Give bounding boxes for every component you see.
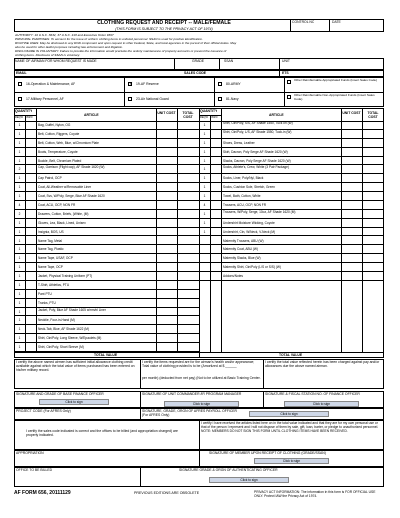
unit-cost-field[interactable] bbox=[341, 237, 362, 246]
unit-cost-field[interactable] bbox=[156, 183, 177, 192]
unit-cost-field[interactable] bbox=[341, 245, 362, 254]
privacy-principal: PRINCIPAL PURPOSES: To account for the issue of uniform clothing items to enlisted personnel. SSAN is used for positive identification. bbox=[15, 37, 203, 41]
table-row bbox=[199, 254, 384, 263]
reqd-quantity[interactable]: 1 bbox=[18, 176, 21, 181]
table-row bbox=[199, 245, 384, 254]
table-row bbox=[14, 334, 199, 343]
article-name: Trousers, W/Poly, Serge, 10oz, AF Shade 1620 (M) bbox=[223, 209, 296, 214]
reqd-quantity[interactable]: 4 bbox=[203, 202, 206, 207]
unit-cost-field[interactable] bbox=[156, 281, 177, 290]
right-unit-cost-header: UNIT COST bbox=[342, 111, 361, 115]
reqd-quantity[interactable]: 1 bbox=[203, 194, 206, 199]
authenticating-officer-sign-button[interactable]: Click to sign bbox=[209, 477, 289, 483]
table-row bbox=[14, 325, 199, 334]
clothing-request-form bbox=[14, 19, 384, 501]
form-title: CLOTHING REQUEST AND RECEIPT -- MALE/FEMALE bbox=[97, 20, 231, 26]
total-cost-field[interactable] bbox=[177, 343, 199, 352]
article-name: Maternity Coat, ABU (W) bbox=[223, 247, 258, 252]
article-name: Undershirt, Ctn, W/Neck, V-Neck (M) bbox=[223, 229, 276, 234]
total-cost-field[interactable] bbox=[362, 254, 384, 263]
afres-sig-label: SIGNATURE, GRADE, ORGN OF AFRES PAYROLL OFFICER (For AFRES Only) bbox=[142, 409, 238, 417]
table-row bbox=[14, 237, 199, 246]
article-name: Coat, Svs, W/Poly, Serge, Blue AF Shade 1620 bbox=[38, 194, 105, 199]
total-cost-field[interactable] bbox=[177, 228, 199, 237]
table-row bbox=[14, 201, 199, 210]
total-cost-field[interactable] bbox=[362, 139, 384, 148]
fiscal-sign-button[interactable]: Click to sign bbox=[284, 401, 359, 407]
article-name: Name Tag, Plastic bbox=[38, 247, 64, 252]
total-cost-field[interactable] bbox=[177, 121, 199, 130]
reqd-quantity[interactable]: 1 bbox=[203, 185, 206, 190]
article-name: Shirt, Ctn/Poly, L/S, AF Shade 1550, Tuck-in (W) bbox=[223, 129, 292, 134]
unit-cost-field[interactable] bbox=[156, 219, 177, 228]
appropriation-field[interactable]: APPROPRIATION bbox=[16, 451, 44, 455]
grade-field[interactable]: GRADE bbox=[192, 59, 205, 63]
ssan-field[interactable]: SSAN bbox=[224, 59, 234, 63]
control-no-field[interactable]: CONTROL NO bbox=[292, 20, 315, 24]
sales-label-other-nonappropriated: Other Reimbursable Non-Appropriated Funds (Insert Sales Code) bbox=[294, 93, 375, 101]
table-row bbox=[14, 139, 199, 148]
total-cost-field[interactable] bbox=[177, 219, 199, 228]
article-name: Undershirt Moisture Wicking, Coyote bbox=[223, 220, 275, 225]
unit-cost-field[interactable] bbox=[156, 201, 177, 210]
form-subtitle: (THIS FORM IS SUBJECT TO THE PRIVACY ACT OF 1974) bbox=[115, 26, 213, 31]
privacy-disclosure-2: clothing items. Disclosure of SSAN is voluntary. bbox=[15, 53, 80, 57]
table-row bbox=[199, 210, 384, 219]
reqd-quantity[interactable]: 1 bbox=[203, 149, 206, 154]
table-row bbox=[199, 219, 384, 228]
table-row bbox=[199, 263, 384, 272]
total-cost-field[interactable] bbox=[177, 174, 199, 183]
table-row bbox=[14, 228, 199, 237]
authenticating-officer-sig-label: SIGNATURE GRADE & ORGN OF AUTHENTICATING OFFICER bbox=[179, 468, 278, 472]
reqd-quantity[interactable]: 4 bbox=[18, 202, 21, 207]
sales-checkbox-80[interactable] bbox=[218, 82, 222, 86]
table-row bbox=[199, 228, 384, 237]
table-row bbox=[14, 316, 199, 325]
total-cost-field[interactable] bbox=[177, 254, 199, 263]
table-row bbox=[14, 219, 199, 228]
article-name: Shirt, Ctn/Poly, Short Sleeve (M) bbox=[38, 345, 84, 350]
article-name: Towel, Bath, Cotton, White bbox=[223, 194, 261, 199]
reqd-quantity[interactable]: 1 bbox=[18, 282, 21, 287]
reqd-quantity[interactable]: 1 bbox=[203, 229, 206, 234]
total-cost-field[interactable] bbox=[177, 139, 199, 148]
member-receipt-sign-button[interactable]: Click to sign bbox=[254, 458, 329, 464]
sales-code-label: SALES CODE bbox=[184, 71, 207, 75]
reqd-quantity[interactable]: 1 bbox=[18, 309, 21, 314]
total-cost-field[interactable] bbox=[362, 130, 384, 139]
unit-cost-field[interactable] bbox=[341, 228, 362, 237]
article-name: Socks, Athlete's, Crew, White (3 Pair Package) bbox=[223, 165, 289, 170]
total-cost-field[interactable] bbox=[177, 237, 199, 246]
reqd-quantity[interactable]: 1 bbox=[203, 158, 206, 163]
reqd-quantity[interactable]: 1 bbox=[18, 149, 21, 154]
right-total-value-label: TOTAL VALUE bbox=[279, 353, 303, 357]
unit-cost-field[interactable] bbox=[156, 130, 177, 139]
reqd-quantity[interactable]: 1 bbox=[18, 185, 21, 190]
left-quantity-header: QUANTITY bbox=[15, 109, 33, 113]
reqd-quantity[interactable]: 1 bbox=[18, 327, 21, 332]
unit-cost-field[interactable] bbox=[156, 254, 177, 263]
unit-cost-field[interactable] bbox=[341, 192, 362, 201]
member-receipt-sig-label: SIGNATURE OF MEMBER UPON RECEIPT OF CLOTHING (GRADE/SSAN) bbox=[209, 451, 326, 455]
sales-label-23: 23-Air National Guard bbox=[136, 97, 169, 101]
total-cost-field[interactable] bbox=[362, 219, 384, 228]
article-name: Coat, ACU, OCP, NON FR bbox=[38, 202, 76, 207]
table-row bbox=[14, 183, 199, 192]
unit-cost-field[interactable] bbox=[156, 237, 177, 246]
cert-initial-allowance: I certify the above named airmen has sufficient initial allowance clothing credit available against which the total value of items purchased has been entered on his/her military record. bbox=[16, 360, 135, 372]
unit-cost-field[interactable] bbox=[156, 308, 177, 317]
unit-cost-field[interactable] bbox=[156, 263, 177, 272]
total-cost-field[interactable] bbox=[362, 201, 384, 210]
article-name: Skirt, Dacron, Poly Serge AF Shade 1620 (W) bbox=[223, 149, 288, 154]
sales-code-cert: I certify the sales code indicated is correct and the offices to be billed (and appropriation charged) are properly indicated. bbox=[26, 429, 178, 437]
table-row bbox=[199, 148, 384, 157]
unit-cost-field[interactable] bbox=[156, 139, 177, 148]
reqd-quantity[interactable]: 1 bbox=[18, 229, 21, 234]
sales-checkbox-other-appropriated[interactable] bbox=[287, 80, 291, 84]
table-row bbox=[199, 183, 384, 192]
reqd-quantity[interactable]: 1 bbox=[18, 300, 21, 305]
privacy-routine-2: also be used for other lawful purposes including law enforcement and litigation. bbox=[15, 45, 124, 49]
article-name: Maternity Trousers, ABU (W) bbox=[223, 238, 264, 243]
cert-health-appearance: I certify the items requested are for the airman's health and/or appearance; Total value of clothing provided is to be (Amortized at $ ______ bbox=[142, 360, 255, 368]
table-row bbox=[14, 245, 199, 254]
unit-cost-field[interactable] bbox=[156, 228, 177, 237]
table-row bbox=[199, 192, 384, 201]
total-cost-field[interactable] bbox=[362, 228, 384, 237]
total-cost-field[interactable] bbox=[177, 281, 199, 290]
table-row bbox=[14, 130, 199, 139]
total-cost-field[interactable] bbox=[362, 263, 384, 272]
cert-health-appearance-2: per month) (deducted from net pay) (Not to be utilized at Basic Training Center. bbox=[142, 376, 261, 380]
reqd-quantity[interactable]: 1 bbox=[18, 265, 21, 270]
reqd-quantity[interactable]: 1 bbox=[18, 194, 21, 199]
total-cost-field[interactable] bbox=[177, 308, 199, 317]
total-cost-field[interactable] bbox=[177, 165, 199, 174]
checkmark-icon: ✓ bbox=[129, 81, 134, 87]
total-cost-field[interactable] bbox=[362, 165, 384, 174]
right-article-header: ARTICLE bbox=[269, 113, 284, 117]
privacy-disclosure: DISCLOSURE IS VOLUNTARY: Failure to provide the information would preclude the orderly maintenance of property accounts or prevent the issuance of bbox=[15, 49, 227, 53]
unit-cost-field[interactable] bbox=[341, 254, 362, 263]
total-cost-field[interactable] bbox=[362, 183, 384, 192]
table-row bbox=[199, 157, 384, 166]
left-unit-cost-header: UNIT COST bbox=[157, 111, 176, 115]
sales-checkbox-17[interactable] bbox=[18, 97, 22, 101]
table-row bbox=[14, 157, 199, 166]
table-row bbox=[199, 165, 384, 174]
table-row bbox=[199, 130, 384, 139]
sales-checkbox-23[interactable] bbox=[128, 97, 132, 101]
left-issd-header: ISS'D bbox=[26, 116, 33, 119]
total-cost-field[interactable] bbox=[177, 157, 199, 166]
total-cost-field[interactable] bbox=[362, 272, 384, 281]
table-row bbox=[199, 201, 384, 210]
reqd-quantity[interactable]: 1 bbox=[18, 158, 21, 163]
article-name: Belt, Cotton, Riggers, Coyote bbox=[38, 131, 80, 136]
right-reqd-header: REQ'D bbox=[200, 116, 208, 119]
total-cost-field[interactable] bbox=[177, 130, 199, 139]
previous-editions-note: PREVIOUS EDITIONS ARE OBSOLETE bbox=[134, 491, 200, 495]
total-cost-field[interactable] bbox=[362, 245, 384, 254]
reqd-quantity[interactable]: 1 bbox=[18, 256, 21, 261]
unit-cost-field[interactable] bbox=[156, 121, 177, 130]
table-row bbox=[14, 299, 199, 308]
article-name: Name Tape, OCP bbox=[38, 265, 63, 270]
right-total-cost-header: TOTAL COST bbox=[367, 111, 379, 119]
reqd-quantity[interactable]: 1 bbox=[203, 140, 206, 145]
article-name: Trousers, ACU, OCP, NON FR bbox=[223, 202, 267, 207]
article-name: Shoes, Dress, Leather bbox=[223, 140, 255, 145]
reqd-quantity[interactable]: 2 bbox=[18, 211, 21, 216]
table-row bbox=[14, 174, 199, 183]
total-cost-field[interactable] bbox=[362, 174, 384, 183]
total-cost-field[interactable] bbox=[362, 148, 384, 157]
article-name: Addons/Notes bbox=[223, 274, 244, 279]
reqd-quantity[interactable]: 1 bbox=[203, 131, 206, 136]
article-name: Bag, Duffel, Nylon, OG bbox=[38, 123, 71, 127]
article-name: Maternity Slacks, Blue (W) bbox=[223, 256, 261, 261]
afres-sign-button[interactable]: Click to sign bbox=[249, 411, 329, 417]
table-row bbox=[14, 165, 199, 174]
unit-field[interactable]: UNIT bbox=[282, 59, 290, 63]
unit-cost-field[interactable] bbox=[341, 130, 362, 139]
article-name: Jacket, Physical Training Uniform (PT) bbox=[38, 274, 93, 279]
unit-cost-field[interactable] bbox=[156, 165, 177, 174]
unit-cost-field[interactable] bbox=[156, 325, 177, 334]
article-name: Boots, Temperature, Coyote bbox=[38, 149, 78, 154]
unit-cost-field[interactable] bbox=[341, 157, 362, 166]
reqd-quantity[interactable]: 1 bbox=[18, 291, 21, 296]
total-cost-field[interactable] bbox=[177, 192, 199, 201]
unit-cost-field[interactable] bbox=[341, 165, 362, 174]
article-name: Shirt, Ctn/Poly, Long Sleeve, W/Epaulets (M) bbox=[38, 336, 102, 341]
table-row bbox=[14, 281, 199, 290]
total-cost-field[interactable] bbox=[177, 210, 199, 219]
table-row bbox=[14, 192, 199, 201]
sales-label-16: 16-Operation & Maintenance, AF bbox=[26, 82, 76, 86]
table-row bbox=[199, 139, 384, 148]
article-name: Trunks, PTU bbox=[38, 300, 56, 305]
unit-cost-field[interactable] bbox=[341, 210, 362, 219]
unit-cost-field[interactable] bbox=[156, 316, 177, 325]
article-name: Jacket, Poly, Blue AF Shade 1605 w/rmvbl Liner bbox=[38, 307, 106, 312]
article-name: Neck-Tab, Blue, AF Shade 1622 (M) bbox=[38, 327, 90, 332]
article-name: Slacks, Dacron, Poly Serge AF Shade 1620 (W) bbox=[223, 158, 291, 163]
unit-cost-field[interactable] bbox=[341, 174, 362, 183]
reqd-quantity[interactable]: 1 bbox=[18, 140, 21, 145]
table-row bbox=[14, 343, 199, 352]
total-cost-field[interactable] bbox=[177, 183, 199, 192]
form-id: AF FORM 656, 20111129 bbox=[14, 490, 71, 496]
sales-label-81: 81-Navy bbox=[226, 97, 239, 101]
sales-label-other-appropriated: Other Reimbursable Appropriated Funds (Insert Sales Code) bbox=[294, 78, 378, 82]
reqd-quantity[interactable]: 1 bbox=[203, 211, 206, 216]
unit-cost-field[interactable] bbox=[341, 201, 362, 210]
reqd-quantity[interactable]: 1 bbox=[203, 220, 206, 225]
office-billed-field[interactable]: OFFICE TO BE BILLED bbox=[16, 468, 53, 472]
table-row bbox=[199, 174, 384, 183]
total-cost-field[interactable] bbox=[177, 272, 199, 281]
unit-cost-field[interactable] bbox=[341, 219, 362, 228]
total-cost-field[interactable] bbox=[177, 245, 199, 254]
reqd-quantity[interactable]: 1 bbox=[203, 123, 206, 127]
table-row bbox=[199, 272, 384, 281]
table-row bbox=[14, 272, 199, 281]
unit-cost-field[interactable] bbox=[156, 148, 177, 157]
reqd-quantity[interactable]: 1 bbox=[203, 176, 206, 181]
left-total-cost-header: TOTAL COST bbox=[182, 111, 194, 119]
total-cost-field[interactable] bbox=[362, 210, 384, 219]
total-cost-field[interactable] bbox=[362, 121, 384, 130]
article-name: Belt, Cotton, Web, Blue, w/Chromium Plate bbox=[38, 140, 99, 145]
article-name: Name Tag, Metal bbox=[38, 238, 63, 243]
unit-cost-field[interactable] bbox=[341, 121, 362, 130]
unit-cmdr-sign-button[interactable]: Click to sign bbox=[164, 401, 239, 407]
base-finance-sig-label: SIGNATURE AND GRADE OF BASE FINANCE OFFICER bbox=[16, 392, 104, 396]
total-cost-field[interactable] bbox=[177, 148, 199, 157]
sales-checkbox-19[interactable] bbox=[128, 82, 132, 86]
table-row bbox=[199, 237, 384, 246]
unit-cost-field[interactable] bbox=[156, 272, 177, 281]
unit-cost-field[interactable] bbox=[156, 299, 177, 308]
ets-field[interactable]: ETS bbox=[282, 71, 289, 75]
left-total-value-label: TOTAL VALUE bbox=[94, 353, 118, 357]
reqd-quantity[interactable]: 2 bbox=[18, 167, 21, 172]
total-cost-field[interactable] bbox=[177, 263, 199, 272]
article-name: Cap, Garrison (Flight cap), AF Shade 1620 (W) bbox=[38, 165, 105, 170]
unit-cost-field[interactable] bbox=[156, 245, 177, 254]
privacy-routine: ROUTINE USES: May be disclosed to any DOD component and upon request to other Federal, State, and local agencies in the pursuit of their official duties. May bbox=[15, 41, 237, 45]
table-row bbox=[14, 254, 199, 263]
reqd-quantity[interactable]: 1 bbox=[18, 131, 21, 136]
table-row bbox=[14, 148, 199, 157]
privacy-footer: PRIVACY ACT INFORMATION: The information in this form is FOR OFFICIAL USE ONLY. Protect IAW the Privacy Act of 1974. bbox=[254, 490, 376, 498]
left-article-header: ARTICLE bbox=[84, 113, 99, 117]
unit-cost-field[interactable] bbox=[156, 334, 177, 343]
article-name: Maternity Shirt, Ctn/Poly (L/S or S/S) (W) bbox=[223, 265, 281, 270]
left-reqd-header: REQ'D bbox=[15, 116, 23, 119]
reqd-quantity[interactable]: 1 bbox=[18, 123, 21, 127]
total-cost-field[interactable] bbox=[177, 201, 199, 210]
total-cost-field[interactable] bbox=[177, 334, 199, 343]
reqd-quantity[interactable]: 1 bbox=[18, 238, 21, 243]
table-row bbox=[199, 121, 384, 130]
unit-cost-field[interactable] bbox=[156, 192, 177, 201]
unit-cost-field[interactable] bbox=[341, 183, 362, 192]
sales-checkbox-81[interactable] bbox=[218, 97, 222, 101]
article-name: T-Shirt, Athletics, PTU bbox=[38, 282, 70, 287]
unit-cost-field[interactable] bbox=[156, 157, 177, 166]
table-row bbox=[14, 290, 199, 299]
project-code-field[interactable]: PROJECT CODE (For AFRES Only) bbox=[16, 409, 71, 413]
article-name: Drawers, Cotton, Briefs, (White, (M) bbox=[38, 211, 89, 216]
right-quantity-header: QUANTITY bbox=[200, 109, 218, 113]
unit-cost-field[interactable] bbox=[156, 174, 177, 183]
table-row bbox=[14, 308, 199, 317]
article-name: Pant PTU bbox=[38, 291, 52, 296]
fiscal-sig-label: SIGNATURE & FISCAL STATION NO. OF FINANCE OFFICER bbox=[265, 392, 360, 396]
article-name: Socks, Cushion Sole, Stretch, Green bbox=[223, 185, 275, 190]
total-cost-field[interactable] bbox=[177, 316, 199, 325]
article-name: Coat, All-Weather w/Removable Liner bbox=[38, 185, 92, 190]
article-name: Socks, Liner, Poly/Nyl, Black bbox=[223, 176, 264, 181]
reqd-quantity[interactable]: 1 bbox=[203, 167, 206, 172]
airman-name-field[interactable]: NAME OF AIRMAN FOR WHOM REQUEST IS MADE bbox=[15, 59, 97, 63]
privacy-authority: AUTHORITY: 10 U.S.C. 8632, 37 U.S.C. 418 and Executive Order 9397 bbox=[15, 33, 114, 37]
unit-cmdr-sig-label: SIGNATURE OF UNIT COMMANDER /IR PROGRAM MANAGER bbox=[142, 392, 242, 396]
reqd-quantity[interactable]: 1 bbox=[18, 220, 21, 225]
reqd-quantity[interactable]: 1 bbox=[18, 345, 21, 350]
table-row bbox=[14, 210, 199, 219]
total-cost-field[interactable] bbox=[177, 325, 199, 334]
total-cost-field[interactable] bbox=[362, 157, 384, 166]
article-name: Cap Patrol, OCP bbox=[38, 176, 62, 181]
email-field[interactable]: EMAIL bbox=[16, 71, 27, 75]
reqd-quantity[interactable]: 1 bbox=[18, 247, 21, 252]
article-name: Gloves, Lea, Black, Lined, Unisex bbox=[38, 220, 86, 225]
total-cost-field[interactable] bbox=[362, 192, 384, 201]
right-issd-header: ISS'D bbox=[211, 116, 218, 119]
reqd-quantity[interactable]: 1 bbox=[18, 336, 21, 341]
article-name: Name Tape, USAF, OCP bbox=[38, 256, 73, 261]
reqd-quantity[interactable]: 1 bbox=[18, 274, 21, 279]
total-cost-field[interactable] bbox=[362, 237, 384, 246]
reqd-quantity[interactable]: 1 bbox=[18, 318, 21, 323]
unit-cost-field[interactable] bbox=[341, 139, 362, 148]
article-name: Necktie, Four-in-Hand (M) bbox=[38, 318, 75, 323]
table-row bbox=[14, 121, 199, 130]
article-name: Shirt, Ctn/Poly, S/S, AF Shade 1550, Tuck on (W) bbox=[223, 121, 293, 125]
unit-cost-field[interactable] bbox=[156, 290, 177, 299]
unit-cost-field[interactable] bbox=[341, 272, 362, 281]
sales-label-17: 17-Military Personnel, AF bbox=[26, 97, 64, 101]
table-row bbox=[14, 263, 199, 272]
cert-total-value-charged: I certify the total value reflected herein has been charged against pay and/or allowances due the above named airman. bbox=[265, 360, 380, 368]
unit-cost-field[interactable] bbox=[341, 263, 362, 272]
unit-cost-field[interactable] bbox=[156, 210, 177, 219]
total-cost-field[interactable] bbox=[177, 290, 199, 299]
receipt-cert: I certify I have received the articles listed here on in the total value indicated and that they are for my own personal use or that of the person I represent and I will not dispose of them by sale, gift, loan, barter, or pledge to unauthorized personnel. NOTE: MEMBERS DO NOT SIGN THIS FORM UNTIL CLOTHING ITEMS HAVE BEEN RECEIVED. bbox=[201, 421, 379, 433]
unit-cost-field[interactable] bbox=[156, 343, 177, 352]
date-field[interactable]: DATE bbox=[332, 20, 341, 24]
sales-checkbox-16[interactable] bbox=[18, 82, 22, 86]
unit-cost-field[interactable] bbox=[341, 148, 362, 157]
base-finance-sign-button[interactable]: Click to sign bbox=[39, 399, 109, 405]
sales-checkbox-other-nonappropriated[interactable] bbox=[287, 95, 291, 99]
article-name: Buckle, Belt, Chromium Plated bbox=[38, 158, 82, 163]
sales-label-80: 80-ARMY bbox=[226, 82, 241, 86]
total-cost-field[interactable] bbox=[177, 299, 199, 308]
sales-label-19: 19-AF Reserve bbox=[136, 82, 159, 86]
article-name: Insignia, BOS, US bbox=[38, 229, 64, 234]
